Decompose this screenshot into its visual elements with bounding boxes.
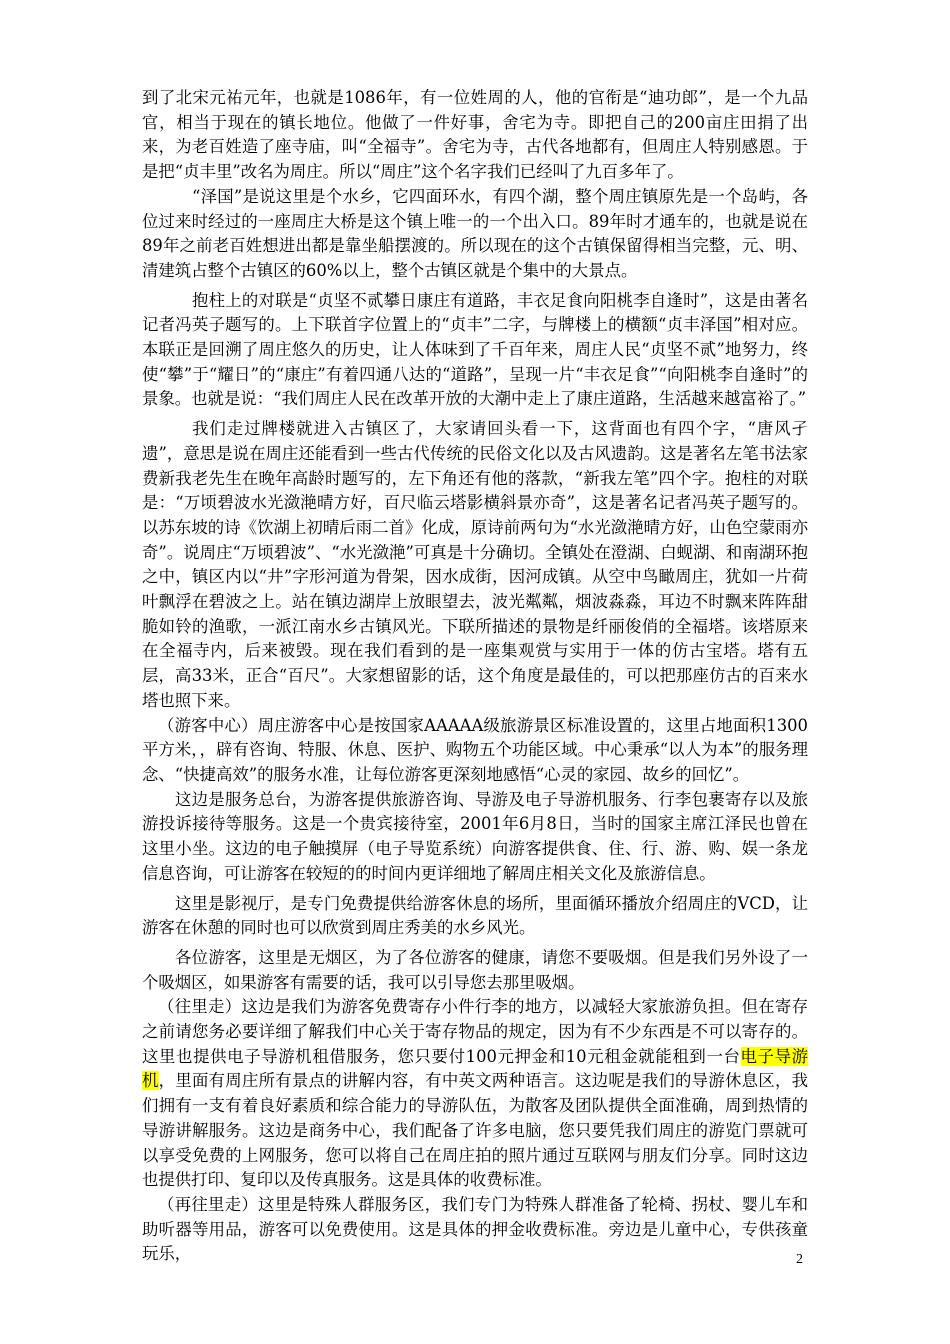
paragraph-luggage-storage	[142, 995, 808, 1193]
paragraph-service-desk: 这边是服务总台，为游客提供旅游咨询、导游及电子导游机服务、行李包裹寄存以及旅游投诉接待等服务。这是一个贵宾接待室，2001年6月8日，当时的国家主席江泽民也曾在这里小坐。这边的电子触摸屏（电子导览系统）向游客提供食、住、行、游、购、娱一条龙信息咨询，可让游客在较短的的时间内更详细地了解周庄相关文化及旅游信息。	[142, 789, 808, 883]
paragraph-video-hall: 这里是影视厅，是专门免费提供给游客休息的场所，里面循环播放介绍周庄的VCD，让游客在休憩的同时也可以欣赏到周庄秀美的水乡风光。	[142, 893, 808, 938]
paragraph-no-smoking: 各位游客，这里是无烟区，为了各位游客的健康，请您不要吸烟。但是我们另外设了一个吸烟区，如果游客有需要的话，我可以引导您去那里吸烟。	[142, 947, 808, 992]
paragraph-special-services: （再往里走）这里是特殊人群服务区，我们专门为特殊人群准备了轮椅、拐杖、婴儿车和助听器等用品，游客可以免费使用。这是具体的押金收费标准。旁边是儿童中心，专供孩童玩乐，	[142, 1194, 808, 1264]
document-body	[142, 86, 808, 1267]
paragraph-water-town: “泽国”是说这里是个水乡，它四面环水，有四个湖，整个周庄镇原先是一个岛屿，各位过来时经过的一座周庄大桥是这个镇上唯一的一个出入口。89年时才通车的，也就是说在89年之前老百姓想进出都是靠坐船摆渡的。所以现在的这个古镇保留得相当完整，元、明、清建筑占整个古镇区的60%以上，整个古镇区就是个集中的大景点。	[142, 186, 808, 280]
highlighted-term: 电子导游机	[142, 1046, 809, 1091]
paragraph-zhouzhuang-name-origin: 到了北宋元祐元年，也就是1086年，有一位姓周的人，他的官衔是“迪功郎”，是一个九品官，相当于现在的镇长地位。他做了一件好事，舍宅为寺。即把自己的200亩庄田捐了出来，为老百姓造了座寺庙，叫“全福寺”。舍宅为寺，古代各地都有，但周庄人特别感恩。于是把“贞丰里”改名为周庄。所以“周庄”这个名字我们已经叫了九百多年了。	[142, 88, 808, 182]
paragraph-visitor-center: （游客中心）周庄游客中心是按国家AAAAA级旅游景区标准设置的，这里占地面积1300平方米，，辟有咨询、特服、休息、医护、购物五个功能区域。中心秉承“以人为本”的服务理念、“快捷高效”的服务水准，让每位游客更深刻地感悟“心灵的家园、故乡的回忆”。	[142, 715, 808, 784]
paragraph-archway-back: 我们走过牌楼就进入古镇区了，大家请回头看一下，这背面也有四个字，“唐风孑遗”，意思是说在周庄还能看到一些古代传统的民俗文化以及古风遗韵。这是著名左笔书法家费新我老先生在晚年高龄时题写的，左下角还有他的落款，“新我左笔”四个字。抱柱的对联是：“万顷碧波水光潋滟晴方好，百尺临云塔影横斜景亦奇”，这是著名记者冯英子题写的。以苏东坡的诗《饮湖上初晴后雨二首》化成，原诗前两句为“水光潋滟晴方好，山色空蒙雨亦奇”。说周庄“万顷碧波”、“水光潋滟”可真是十分确切。全镇处在澄湖、白蚬湖、和南湖环抱之中，镇区内以“井”字形河道为骨架，因水成街，因河成镇。从空中鸟瞰周庄，犹如一片荷叶飘浮在碧波之上。站在镇边湖岸上放眼望去，波光粼粼，烟波淼淼，耳边不时飘来阵阵甜脆如铃的渔歌，一派江南水乡古镇风光。下联所描述的景物是纤丽俊俏的全福塔。该塔原来在全福寺内，后来被毁。现在我们看到的是一座集观赏与实用于一体的仿古宝塔。塔有五层，高33米，正合“百尺”。大家想留影的话，这个角度是最佳的，可以把那座仿古的百来水塔也照下来。	[142, 419, 808, 710]
paragraph-pillar-couplet: 抱柱上的对联是“贞坚不贰攀日康庄有道路，丰衣足食向阳桃李自逢时”，这是由著名记者冯英子题写的。上下联首字位置上的“贞丰”二字，与牌楼上的横额“贞丰泽国”相对应。本联正是回溯了周庄悠久的历史，让人体味到了千百年来，周庄人民“贞坚不贰”地努力，终使“攀”于“耀日”的“康庄”有着四通八达的“道路”，呈现一片“丰衣足食”“向阳桃李自逢时”的景象。也就是说：“我们周庄人民在改革开放的大潮中走上了康庄道路，生活越来越富裕了。”	[142, 290, 808, 409]
luggage-text-before: （往里走）这边是我们为游客免费寄存小件行李的地方，以减轻大家旅游负担。但在寄存之前请您务必要详细了解我们中心关于寄存物品的规定，因为有不少东西是不可以寄存的。这里也提供电子导游机租借服务，您只要付100元押金和10元租金就能租到一台	[142, 997, 808, 1066]
page-number: 2	[796, 1252, 803, 1267]
luggage-text-after: ，里面有周庄所有景点的讲解内容，有中英文两种语言。这边呢是我们的导游休息区，我们拥有一支有着良好素质和综合能力的导游队伍，为散客及团队提供全面准确，周到热情的导游讲解服务。这边是商务中心，我们配备了许多电脑，您只要凭我们周庄的游览门票就可以享受免费的上网服务，您可以将自己在周庄拍的照片通过互联网与朋友们分享。同时这边也提供打印、复印以及传真服务。这是具体的收费标准。	[142, 1071, 809, 1190]
